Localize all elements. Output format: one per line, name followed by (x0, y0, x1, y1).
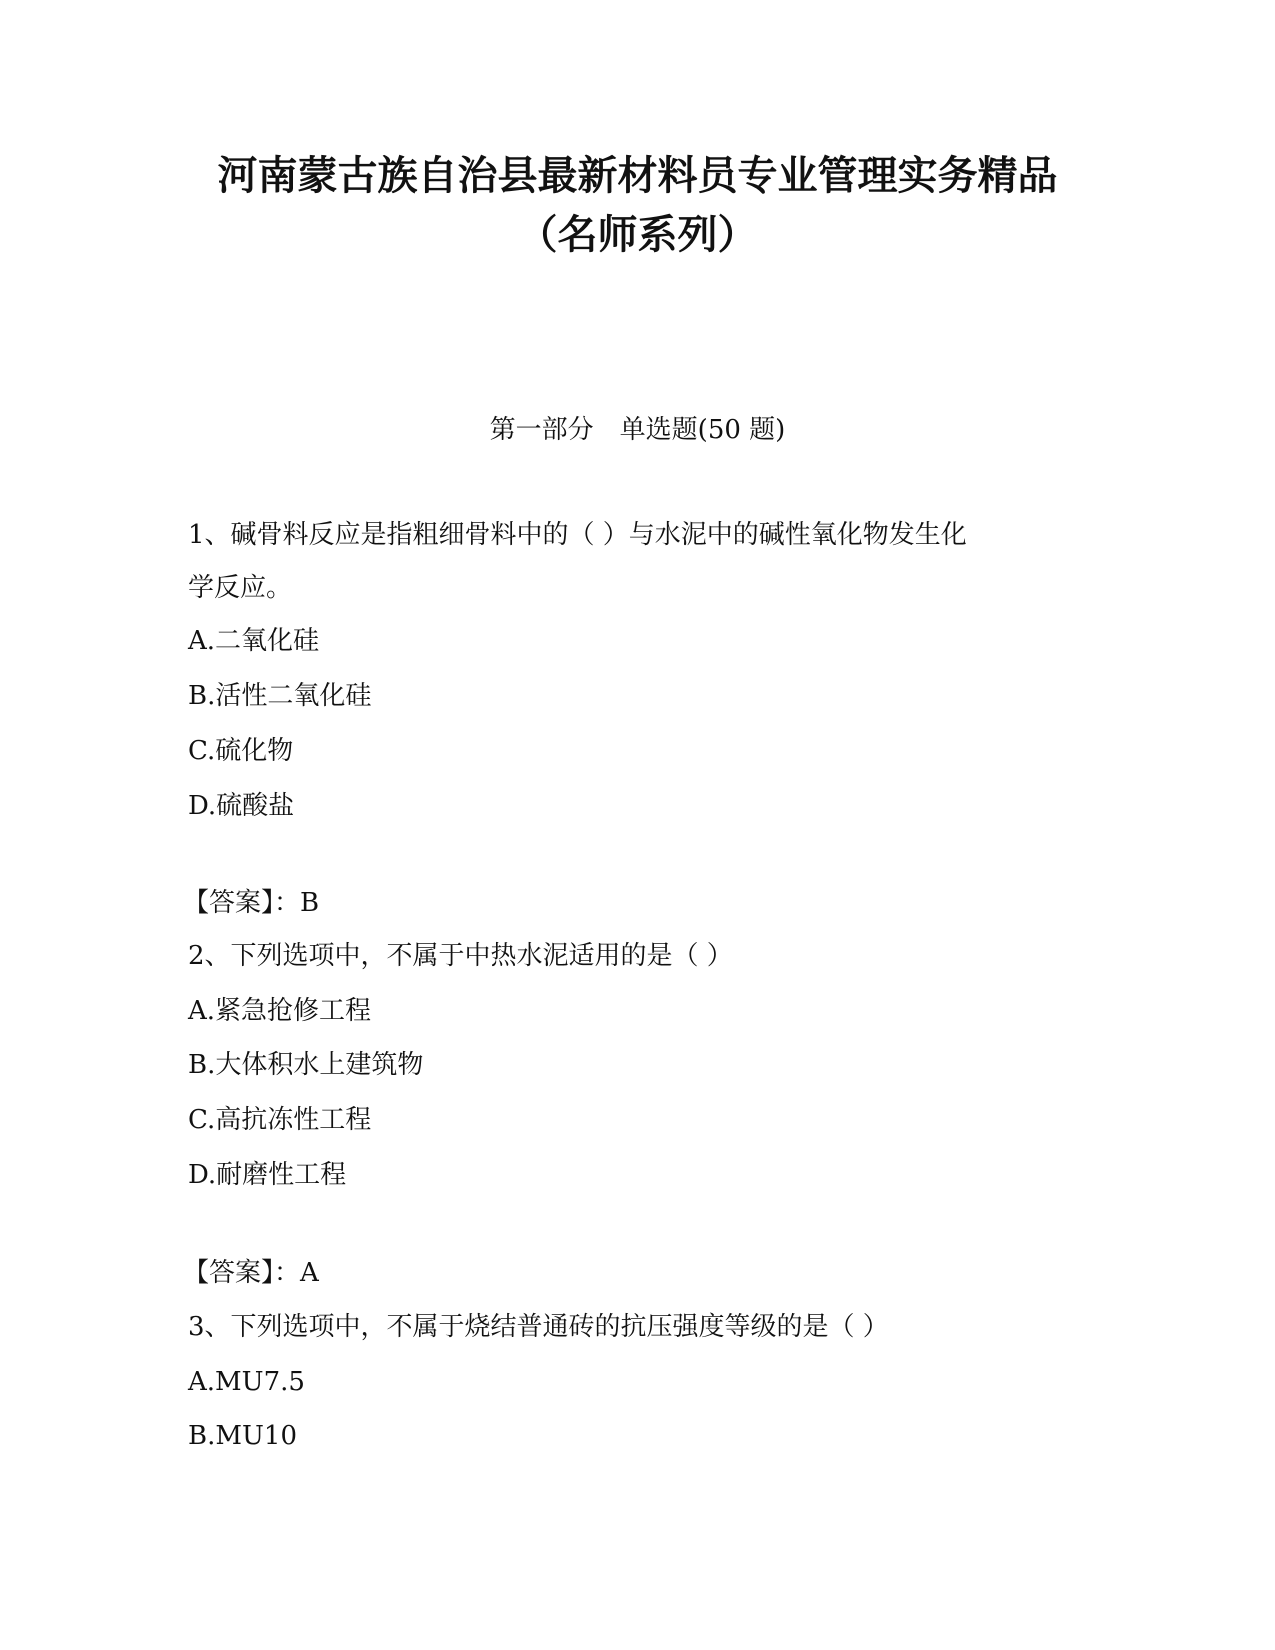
document-title-line-1: 河南蒙古族自治县最新材料员专业管理实务精品 (217, 153, 1058, 199)
question-2-option-d: D.耐磨性工程 (188, 1160, 347, 1190)
question-3-option-a: A.MU7.5 (188, 1367, 305, 1397)
question-1-stem-line-2: 学反应。 (188, 573, 293, 603)
question-2-option-a: A.紧急抢修工程 (188, 996, 372, 1026)
document-title-line-2: （名师系列） (517, 212, 758, 258)
question-3-option-b: B.MU10 (188, 1421, 297, 1451)
question-3-stem-line-1: 3、下列选项中，不属于烧结普通砖的抗压强度等级的是（ ） (188, 1312, 889, 1342)
question-1-option-d: D.硫酸盐 (188, 791, 295, 821)
question-2-stem-line-1: 2、下列选项中，不属于中热水泥适用的是（ ） (188, 941, 733, 971)
section-heading: 第一部分 单选题(50 题) (489, 415, 786, 445)
question-1-answer: 【答案】：B (183, 888, 320, 918)
question-1-stem-line-1: 1、碱骨料反应是指粗细骨料中的（ ）与水泥中的碱性氧化物发生化 (188, 520, 967, 550)
question-2-answer: 【答案】：A (183, 1258, 319, 1288)
question-2-option-c: C.高抗冻性工程 (188, 1105, 372, 1135)
question-2-option-b: B.大体积水上建筑物 (188, 1050, 424, 1080)
question-1-option-a: A.二氧化硅 (188, 626, 320, 656)
question-1-option-c: C.硫化物 (188, 736, 294, 766)
question-1-option-b: B.活性二氧化硅 (188, 681, 372, 711)
